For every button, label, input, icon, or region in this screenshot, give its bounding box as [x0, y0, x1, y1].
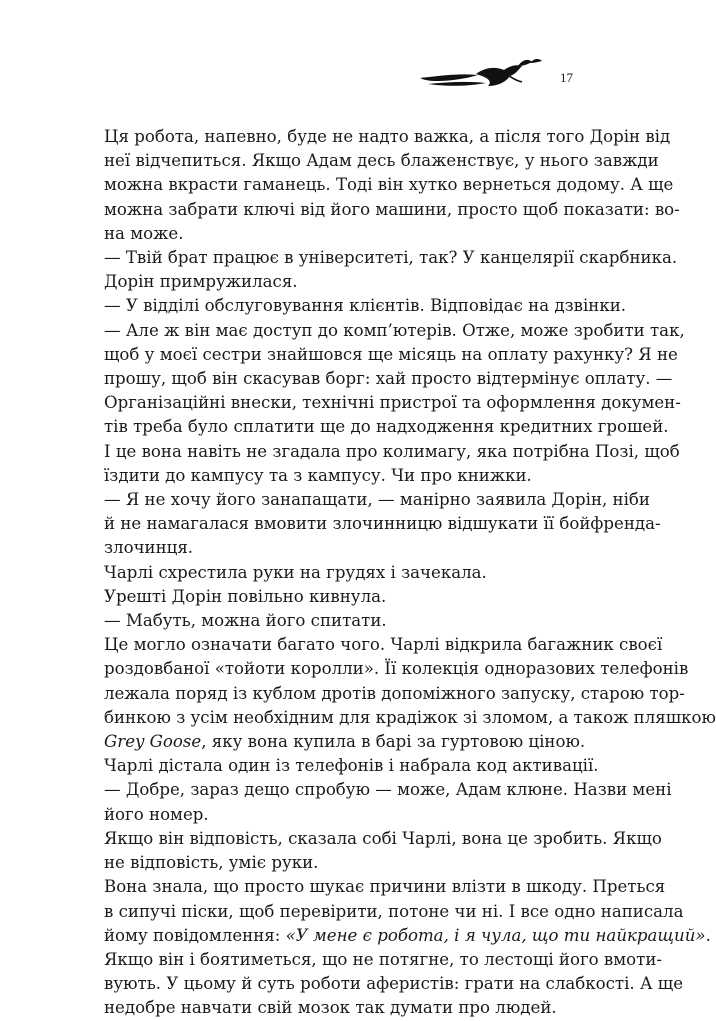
text-line: — Добре, зараз дещо спробую — може, Адам клюне. Назви мені: [104, 780, 672, 800]
italic-grey-goose: Grey Goose: [104, 732, 202, 752]
text-line: прошу, щоб він скасував борг: хай просто відтермінує оплату. —: [104, 369, 673, 389]
text-line: не відповість, уміє руки.: [104, 853, 319, 873]
text-line: його номер.: [104, 804, 209, 824]
text-line: їздити до кампусу та з кампусу. Чи про книжки.: [104, 465, 532, 485]
text-line: — Я не хочу його занапащати, — манірно заявила Дорін, ніби: [104, 490, 650, 510]
text-line: бинкою з усім необхідним для крадіжок зі зломом, а також пляшкою: [104, 707, 716, 727]
text-line: Вона знала, що просто шукає причини влізти в шкоду. Преться: [104, 877, 666, 897]
text-line: Ця робота, напевно, буде не надто важка, а після того Дорін від: [104, 127, 671, 146]
text-line: — У відділі обслуговування клієнтів. Відповідає на дзвінки.: [104, 296, 627, 316]
text-line: Чарлі дістала один із телефонів і набрала код активації.: [104, 756, 599, 776]
text-line: Дорін примружилася.: [104, 272, 298, 292]
grey-goose-rest: , яку вона купила в барі за гуртовою ціною.: [201, 732, 586, 752]
page-number: 17: [560, 70, 573, 85]
message-suffix: .: [705, 925, 711, 945]
text-line: Чарлі схрестила руки на грудях і зачекала.: [104, 562, 487, 582]
text-line: І це вона навіть не згадала про колимагу, яка потрібна Позі, щоб: [104, 441, 680, 461]
text-line: на може.: [104, 223, 184, 243]
flying-witch-ornament-icon: [418, 56, 548, 96]
text-line-message: [104, 924, 711, 948]
text-line: — Але ж він має доступ до комп’ютерів. Отже, може зробити так,: [104, 320, 685, 340]
text-line: можна забрати ключі від його машини, просто щоб показати: во-: [104, 199, 680, 219]
text-line: недобре навчати свій мозок так думати про людей.: [104, 998, 557, 1018]
italic-message: «У мене є робота, і я чула, що ти найкращий»: [285, 925, 706, 945]
text-line-grey-goose: [104, 730, 586, 754]
text-line: роздовбаної «тойоти королли». Її колекція одноразових телефонів: [104, 659, 689, 679]
text-line: Якщо він відповість, сказала собі Чарлі, вона це зробить. Якщо: [104, 828, 662, 848]
page-header: [0, 52, 675, 100]
text-line: лежала поряд із кублом дротів допоміжного запуску, старою тор-: [104, 683, 685, 703]
text-line: щоб у моєї сестри знайшовся ще місяць на оплату рахунку? Я не: [104, 344, 678, 364]
text-line: можна вкрасти гаманець. Тоді він хутко вернеться додому. А ще: [104, 175, 674, 195]
text-line: Організаційні внески, технічні пристрої та оформлення докумен-: [104, 393, 681, 413]
text-line: — Мабуть, можна його спитати.: [104, 611, 387, 631]
text-line: — Твій брат працює в університеті, так? У канцелярії скарбника.: [104, 248, 678, 268]
text-line: злочинця.: [104, 538, 194, 558]
text-line: вують. У цьому й суть роботи аферистів: грати на слабкості. А ще: [104, 974, 684, 994]
text-line: Урешті Дорін повільно кивнула.: [104, 586, 387, 606]
message-prefix: йому повідомлення:: [104, 925, 286, 945]
text-line: неї відчепиться. Якщо Адам десь блаженствує, у нього завжди: [104, 151, 659, 171]
text-line: в сипучі піски, щоб перевірити, потоне чи ні. І все одно написала: [104, 901, 684, 921]
text-line: тів треба було сплатити ще до надходження кредитних грошей.: [104, 417, 669, 437]
text-line: й не намагалася вмовити злочинницю відшукати її бойфренда-: [104, 514, 661, 534]
text-line: Якщо він і боятиметься, що не потягне, то лестощі його вмоти-: [104, 949, 663, 969]
body-text: [104, 125, 716, 1021]
text-line: Це могло означати багато чого. Чарлі відкрила багажник своєї: [104, 635, 663, 655]
